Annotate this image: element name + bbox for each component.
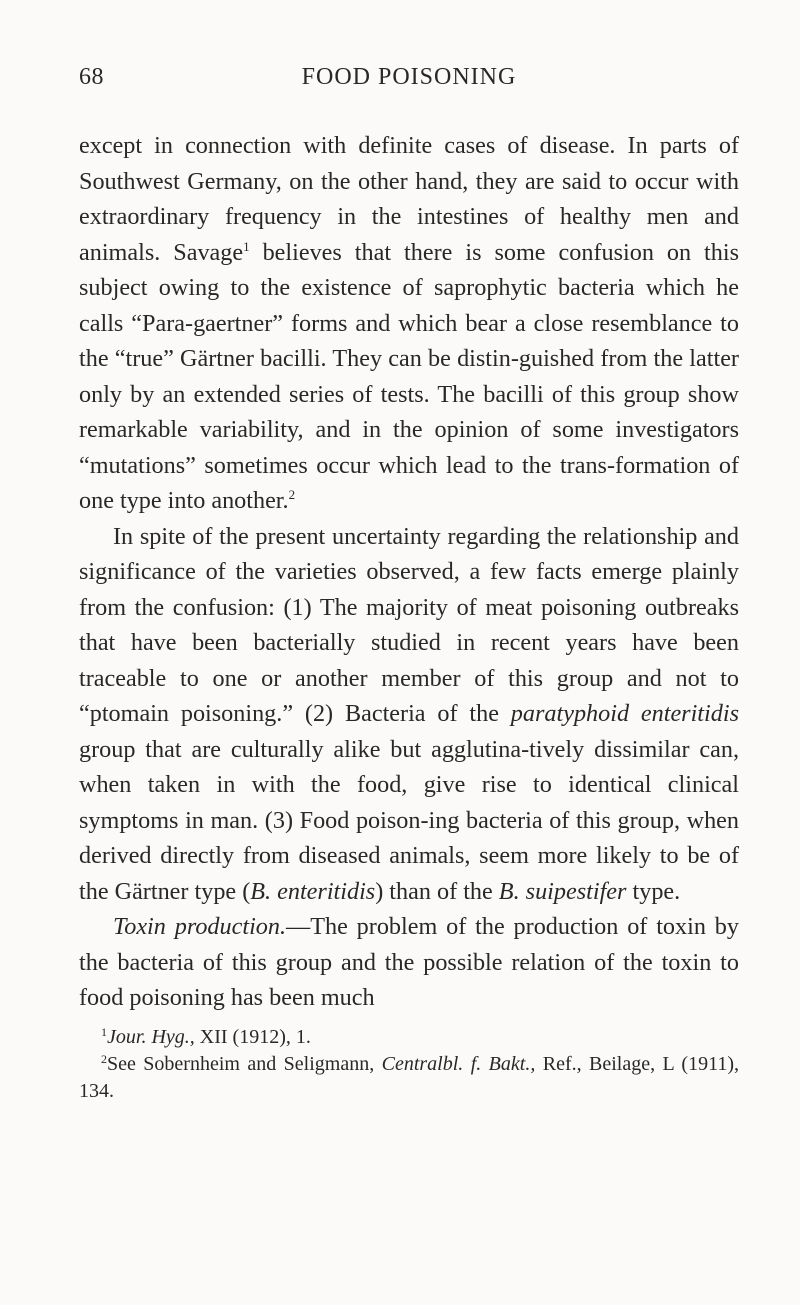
paragraph-3-text: —The problem of the production of toxin by the bacteria of this group and the possible relation of the toxin to food poisoning has been much [79, 913, 739, 1011]
paragraph-2-italic-c: B. suipestifer [498, 877, 627, 905]
footnote-1-text: XII (1912), 1. [194, 1025, 311, 1048]
footnote-2-journal: Centralbl. f. Bakt., [381, 1052, 536, 1075]
footnote-1-journal: Jour. Hyg., [107, 1025, 195, 1048]
section-heading-toxin-production: Toxin production. [113, 913, 287, 940]
paragraph-2-text-b: group that are culturally alike but agglutina-tively dissimilar can, when taken in with the food, give rise to identical clinical symptoms in man. (3) Food poison-ing bacteria of this group, when derived directly from diseased animals, seem more likely to be of the Gärtner type ( [79, 735, 739, 905]
book-page [79, 60, 739, 1105]
paragraph-3 [79, 909, 739, 1016]
running-title: FOOD POISONING [301, 64, 517, 90]
footnote-2-text-b: Ref., Beilage, L (1911), 134. [79, 1052, 739, 1102]
footnote-2 [79, 1051, 739, 1105]
footnotes [79, 1024, 739, 1105]
paragraph-2-italic-b: B. enteritidis [250, 877, 376, 905]
paragraph-1-text-a: except in connection with definite cases of disease. In parts of Southwest Germany, on the other hand, they are said to occur with extraordinary frequency in the intestines of healthy men and animals. Savage [79, 132, 739, 266]
footnote-2-text-a: See Sobernheim and Seligmann, [107, 1052, 382, 1075]
paragraph-1-text-b: believes that there is some confusion on this subject owing to the existence of saprophytic bacteria which he calls “Para-gaertner” forms and which bear a close resemblance to the “true” Gärtner bacilli. They can be distin-guished from the latter only by an extended series of tests. The bacilli of this group show remarkable variability, and in the opinion of some investigators “mutations” sometimes occur which lead to the trans-formation of one type into another. [79, 238, 739, 514]
paragraph-2-text-a: In spite of the present uncertainty regarding the relationship and significance of the varieties observed, a few facts emerge plainly from the confusion: (1) The majority of meat poisoning outbreaks that have been bacterially studied in recent years have been traceable to one or another member of this group and not to “ptomain poisoning.” (2) Bacteria of the [79, 522, 739, 727]
footnote-2-mark: 2 [101, 1051, 107, 1066]
footnote-ref-2: 2 [288, 487, 296, 502]
paragraph-1 [79, 128, 739, 519]
paragraph-2-text-c: ) than of the [375, 877, 499, 905]
page-number: 68 [79, 64, 104, 90]
paragraph-2-text-d: type. [626, 877, 681, 905]
paragraph-2-italic-a: paratyphoid enteritidis [510, 700, 739, 727]
footnote-1 [79, 1024, 739, 1051]
body-text [79, 128, 739, 1016]
footnote-ref-1: 1 [243, 238, 250, 254]
paragraph-2 [79, 519, 739, 910]
footnote-1-mark: 1 [101, 1024, 107, 1039]
running-head [79, 60, 739, 104]
